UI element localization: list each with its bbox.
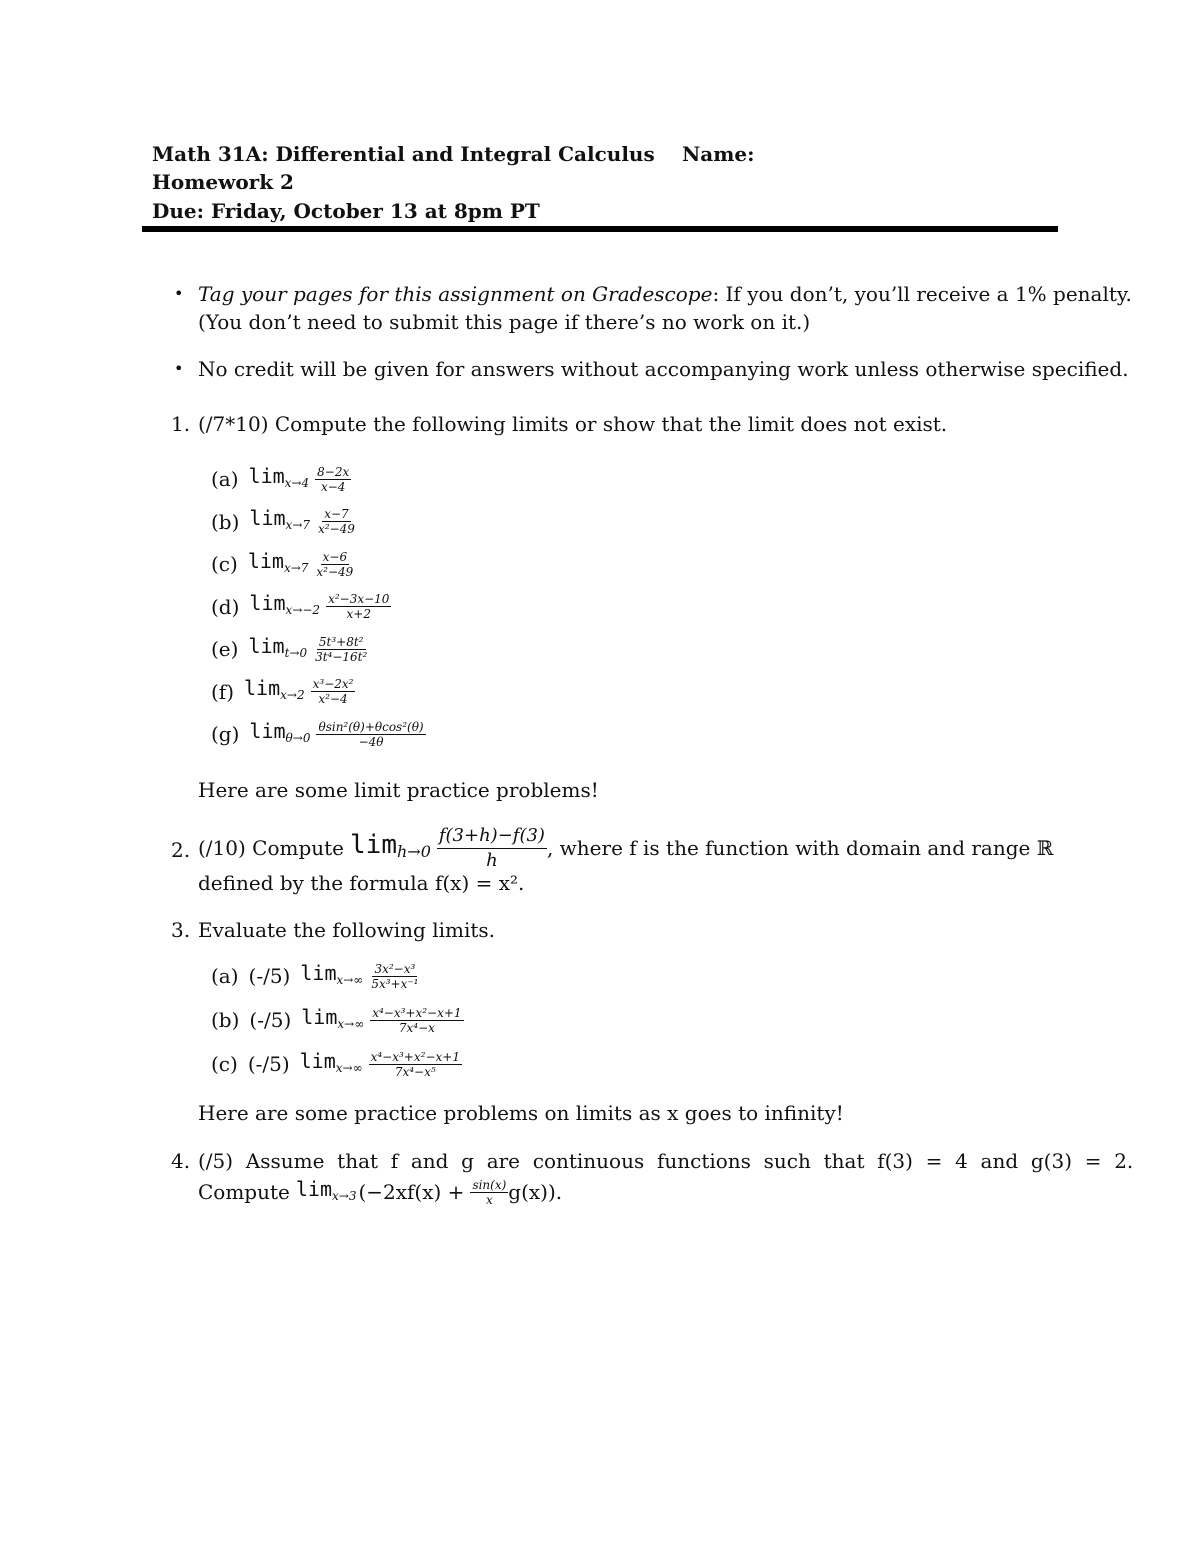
fraction-denominator: x (485, 1192, 493, 1207)
lim-subscript: θ→0 (285, 730, 311, 745)
fraction-numerator: f(3+h)−f(3) (437, 824, 547, 849)
part-label: (c) (211, 552, 238, 576)
lim-word: lim (249, 718, 286, 743)
name-label: Name: (682, 142, 755, 166)
part-fraction (326, 592, 391, 621)
part-fraction (314, 550, 355, 579)
lim-subscript: x→3 (332, 1188, 357, 1203)
part-fraction (370, 1006, 463, 1035)
instruction-emphasis: Tag your pages for this assignment on Gradescope (198, 282, 713, 306)
fraction-denominator: x²−4 (318, 692, 348, 706)
problem-4-fraction (470, 1178, 508, 1207)
part-label: (b) (211, 1008, 240, 1032)
part-label: (b) (211, 509, 240, 534)
fraction-numerator: x−7 (324, 507, 349, 521)
part-lim (249, 589, 320, 624)
part-lim (301, 1003, 364, 1038)
part-label: (f) (211, 679, 235, 704)
instruction-gradescope (198, 280, 1132, 308)
fraction-numerator: 3x²−x³ (374, 961, 416, 976)
part-lim (249, 717, 310, 752)
fraction-denominator: x+2 (346, 607, 371, 621)
fraction-numerator: θsin²(θ)+θcos²(θ) (318, 719, 424, 734)
lim-word: lim (350, 829, 397, 860)
instruction-rest: : If you don’t, you’ll receive a 1% penalty. (712, 282, 1132, 306)
problem-4-lim (296, 1175, 357, 1210)
problem-3-number: 3. (171, 918, 191, 942)
problem1-part (211, 547, 355, 581)
lim-subscript: x→4 (284, 475, 310, 490)
problem1-part (211, 590, 391, 624)
lim-word: lim (244, 676, 281, 700)
problem1-part (211, 505, 357, 539)
homework-label: Homework 2 (152, 170, 294, 194)
problem-4-pre: Compute (198, 1180, 290, 1204)
part-label: (g) (211, 722, 240, 746)
problem-4-post: g(x)). (508, 1180, 563, 1204)
part-fraction (316, 507, 357, 536)
part-lim (244, 674, 305, 709)
problem-2-pre: (/10) Compute (198, 836, 345, 860)
lim-subscript: h→0 (396, 841, 431, 861)
fraction-numerator: 8−2x (317, 464, 350, 479)
lim-word: lim (295, 1176, 332, 1201)
header-rule (142, 226, 1058, 232)
lim-word: lim (248, 633, 285, 658)
problem-2-post: , where f is the function with domain and range ℝ (546, 836, 1054, 860)
lim-subscript: x→7 (283, 560, 309, 575)
fraction-numerator: x⁴−x³+x²−x+1 (370, 1049, 460, 1064)
problem-3-text: Evaluate the following limits. (198, 918, 496, 942)
problem-2-fraction (437, 824, 547, 873)
lim-word: lim (299, 1048, 336, 1073)
problem1-part (211, 675, 355, 709)
lim-subscript: x→∞ (335, 1060, 363, 1075)
problem3-part (211, 1047, 462, 1081)
lim-subscript: x→∞ (337, 1016, 365, 1031)
part-lim (300, 1047, 363, 1082)
part-lim (300, 959, 363, 994)
instruction-note: (You don’t need to submit this page if there’s no work on it.) (198, 310, 811, 334)
fraction-numerator: x³−2x² (312, 677, 354, 691)
problem1-part (211, 717, 426, 751)
fraction-denominator: x²−49 (318, 522, 355, 536)
problem-4-line2 (198, 1175, 562, 1209)
lim-word: lim (249, 591, 286, 615)
fraction-denominator: 7x⁴−x (398, 1020, 435, 1035)
problem-1-text: (/7*10) Compute the following limits or show that the limit does not exist. (198, 412, 948, 436)
part-lim (248, 632, 307, 667)
part-fraction (313, 635, 369, 664)
fraction-numerator: x−6 (322, 549, 348, 564)
part-lim (249, 462, 310, 497)
problem-4-number: 4. (171, 1149, 191, 1173)
part-label: (a) (211, 964, 239, 988)
part-lim (248, 547, 309, 582)
part-label: (a) (211, 467, 239, 491)
part-label: (d) (211, 594, 240, 619)
problem-1-number: 1. (171, 412, 191, 436)
fraction-denominator: −4θ (358, 734, 384, 749)
course-title: Math 31A: Differential and Integral Calculus (152, 142, 655, 166)
problem3-part (211, 1003, 464, 1037)
bullet-icon: • (174, 284, 184, 303)
fraction-denominator: 3t⁴−16t² (315, 649, 368, 664)
part-fraction (369, 962, 420, 991)
part-label: (e) (211, 637, 239, 661)
lim-word: lim (300, 960, 337, 985)
fraction-numerator: sin(x) (472, 1177, 507, 1192)
lim-word: lim (247, 548, 284, 573)
problem-3-note: Here are some practice problems on limits as x goes to infinity! (198, 1101, 844, 1125)
due-date: Due: Friday, October 13 at 8pm PT (152, 199, 540, 223)
part-points: (-/5) (248, 964, 291, 988)
lim-word: lim (248, 463, 285, 488)
lim-subscript: x→∞ (336, 972, 364, 987)
part-points: (-/5) (247, 1052, 290, 1076)
lim-subscript: t→0 (284, 645, 308, 660)
lim-word: lim (301, 1004, 338, 1029)
fraction-denominator: 7x⁴−x⁵ (394, 1064, 436, 1079)
bullet-icon: • (174, 359, 184, 378)
part-fraction (311, 677, 356, 706)
lim-subscript: x→2 (280, 688, 305, 702)
lim-subscript: x→7 (285, 518, 311, 532)
lim-subscript: x→−2 (285, 603, 321, 617)
problem-2-number: 2. (171, 838, 191, 862)
part-points: (-/5) (249, 1008, 292, 1032)
part-fraction (316, 720, 425, 749)
problem-4-mid: (−2xf(x) + (358, 1180, 465, 1204)
fraction-denominator: 5x³+x⁻¹ (371, 976, 419, 991)
problem1-part (211, 462, 351, 496)
fraction-denominator: x−4 (320, 479, 346, 494)
part-fraction (315, 465, 351, 494)
fraction-numerator: x²−3x−10 (328, 592, 390, 606)
fraction-numerator: x⁴−x³+x²−x+1 (372, 1005, 462, 1020)
fraction-numerator: 5t³+8t² (318, 634, 364, 649)
problem-4-line1: (/5) Assume that f and g are continuous functions such that f(3) = 4 and g(3) = 2. (198, 1149, 1134, 1173)
lim-word: lim (249, 506, 286, 530)
problem3-part (211, 959, 421, 993)
fraction-denominator: x²−49 (316, 564, 354, 579)
instruction-credit: No credit will be given for answers without accompanying work unless otherwise specified. (198, 357, 1129, 381)
problem1-part (211, 632, 369, 666)
part-label: (c) (211, 1052, 238, 1076)
problem-1-note: Here are some limit practice problems! (198, 778, 599, 802)
part-lim (249, 504, 310, 539)
part-fraction (369, 1050, 462, 1079)
fraction-denominator: h (486, 849, 498, 871)
problem-2-line2: defined by the formula f(x) = x². (198, 871, 525, 895)
